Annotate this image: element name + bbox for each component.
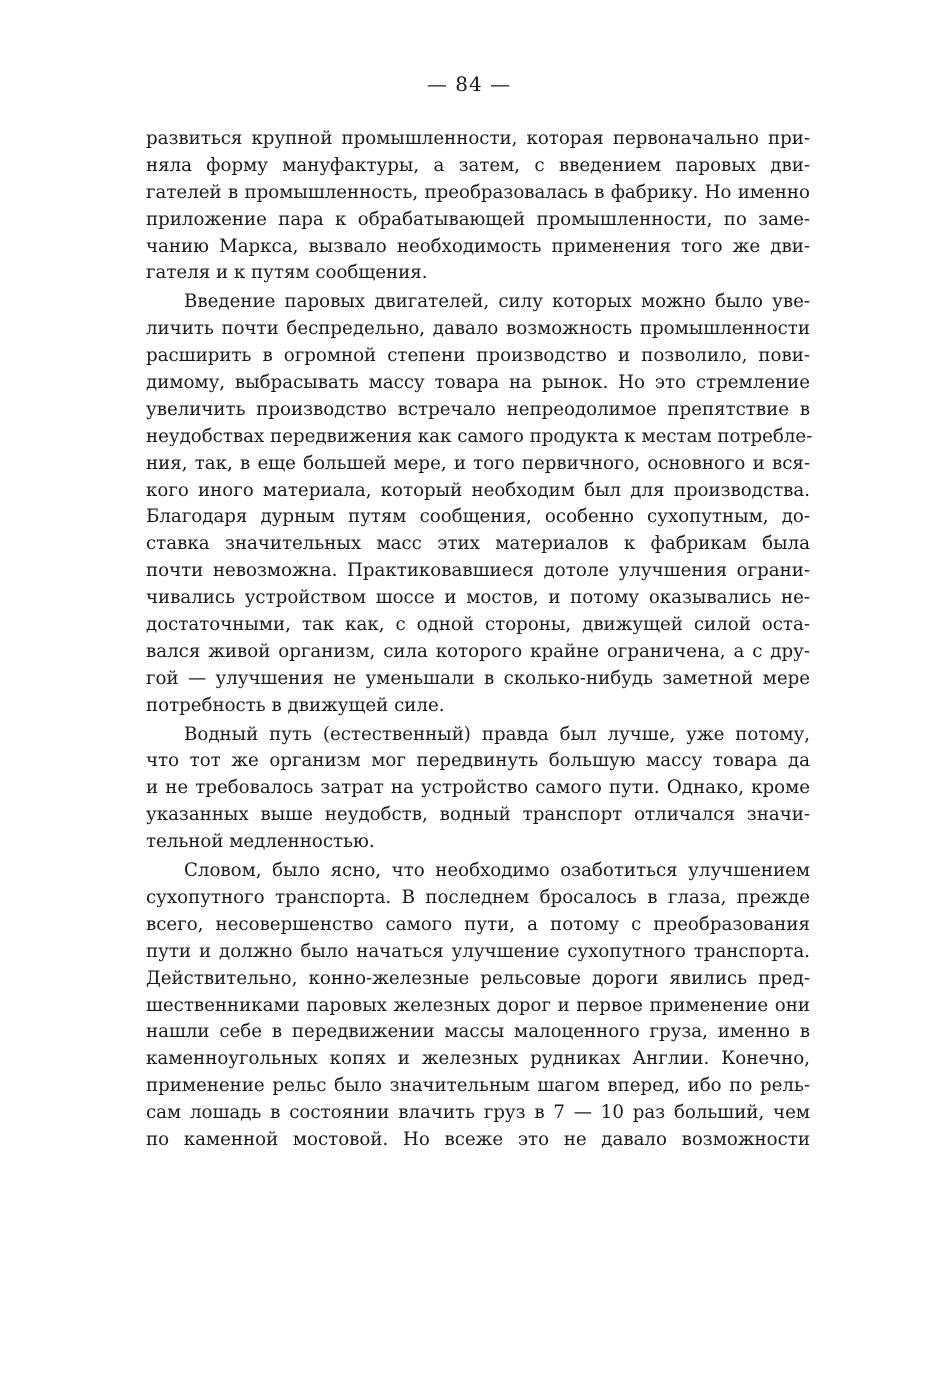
text-line: и не требовалось затрат на устройство самого пути. Однако, кроме	[146, 777, 810, 799]
text-line: тельной медленностью.	[146, 831, 375, 853]
text-line: приложение пара к обрабатывающей промышленности, по заме-	[146, 208, 810, 230]
paragraph	[146, 289, 813, 719]
text-line: Водный путь (естественный) правда был лучше, уже потому,	[184, 723, 810, 745]
text-line: шественниками паровых железных дорог и первое применение они	[146, 994, 810, 1016]
text-line: развиться крупной промышленности, которая первоначально при-	[146, 128, 810, 149]
text-line: чивались устройством шоссе и мостов, и потому оказывались не-	[146, 587, 810, 609]
text-line: расширить в огромной степени производство и позволило, пови-	[146, 345, 810, 367]
text-line: кого иного материала, который необходим был для производства.	[146, 479, 810, 501]
text-line: каменноугольных копях и железных рудниках Англии. Конечно,	[146, 1048, 810, 1070]
text-line: Действительно, конно-железные рельсовые дороги явились пред-	[146, 967, 810, 989]
body-text	[146, 126, 813, 1154]
text-line: указанных выше неудобств, водный транспорт отличался значи-	[146, 804, 810, 826]
text-line: неудобствах передвижения как самого продукта к местам потребле-	[146, 425, 813, 447]
text-line: гой — улучшения не уменьшали в сколько-нибудь заметной мере	[146, 667, 810, 689]
paragraph	[146, 858, 810, 1154]
text-line: ставка значительных масс этих материалов к фабрикам была	[146, 533, 810, 555]
text-line: увеличить производство встречало непреодолимое препятствие в	[146, 398, 810, 420]
paragraph	[146, 722, 810, 856]
text-line: вался живой организм, сила которого крайне ограничена, а с дру-	[146, 640, 810, 662]
text-line: достаточными, так как, с одной стороны, движущей силой оста-	[146, 614, 810, 636]
text-line: сухопутного транспорта. В последнем бросалось в глаза, прежде	[146, 886, 810, 908]
text-line: чанию Маркса, вызвало необходимость применения того же дви-	[146, 235, 810, 257]
paragraph	[146, 126, 810, 287]
text-line: нашли себе в передвижении массы малоценного груза, именно в	[146, 1021, 810, 1043]
text-line: что тот же организм мог передвинуть большую массу товара да	[146, 750, 810, 772]
text-line: всего, несовершенство самого пути, а потому с преобразования	[146, 913, 810, 935]
text-line: няла форму мануфактуры, а затем, с введением паровых дви-	[146, 154, 810, 176]
text-line: Благодаря дурным путям сообщения, особенно сухопутным, до-	[146, 506, 810, 528]
text-line: личить почти беспредельно, давало возможность промышленности	[146, 318, 810, 340]
text-line: гателей в промышленность, преобразовалась в фабрику. Но именно	[146, 181, 810, 203]
text-line: ния, так, в еще большей мере, и того первичного, основного и вся-	[146, 452, 810, 474]
text-line: почти невозможна. Практиковавшиеся дотоле улучшения ограни-	[146, 560, 810, 582]
text-line: потребность в движущей силе.	[146, 694, 445, 716]
text-line: Словом, было ясно, что необходимо озаботиться улучшением	[184, 860, 810, 882]
text-line: гателя и к путям сообщения.	[146, 262, 428, 284]
text-line: по каменной мостовой. Но всеже это не давало возможности	[146, 1128, 810, 1150]
page-number: — 84 —	[426, 72, 512, 96]
text-line: пути и должно было начаться улучшение сухопутного транспорта.	[146, 940, 810, 962]
text-line: димому, выбрасывать массу товара на рынок. Но это стремление	[146, 372, 810, 394]
text-line: Введение паровых двигателей, силу которых можно было уве-	[184, 291, 810, 313]
text-line: применение рельс было значительным шагом вперед, ибо по рель-	[146, 1075, 810, 1097]
text-line: сам лошадь в состоянии влачить груз в 7 — 10 раз больший, чем	[146, 1102, 810, 1124]
